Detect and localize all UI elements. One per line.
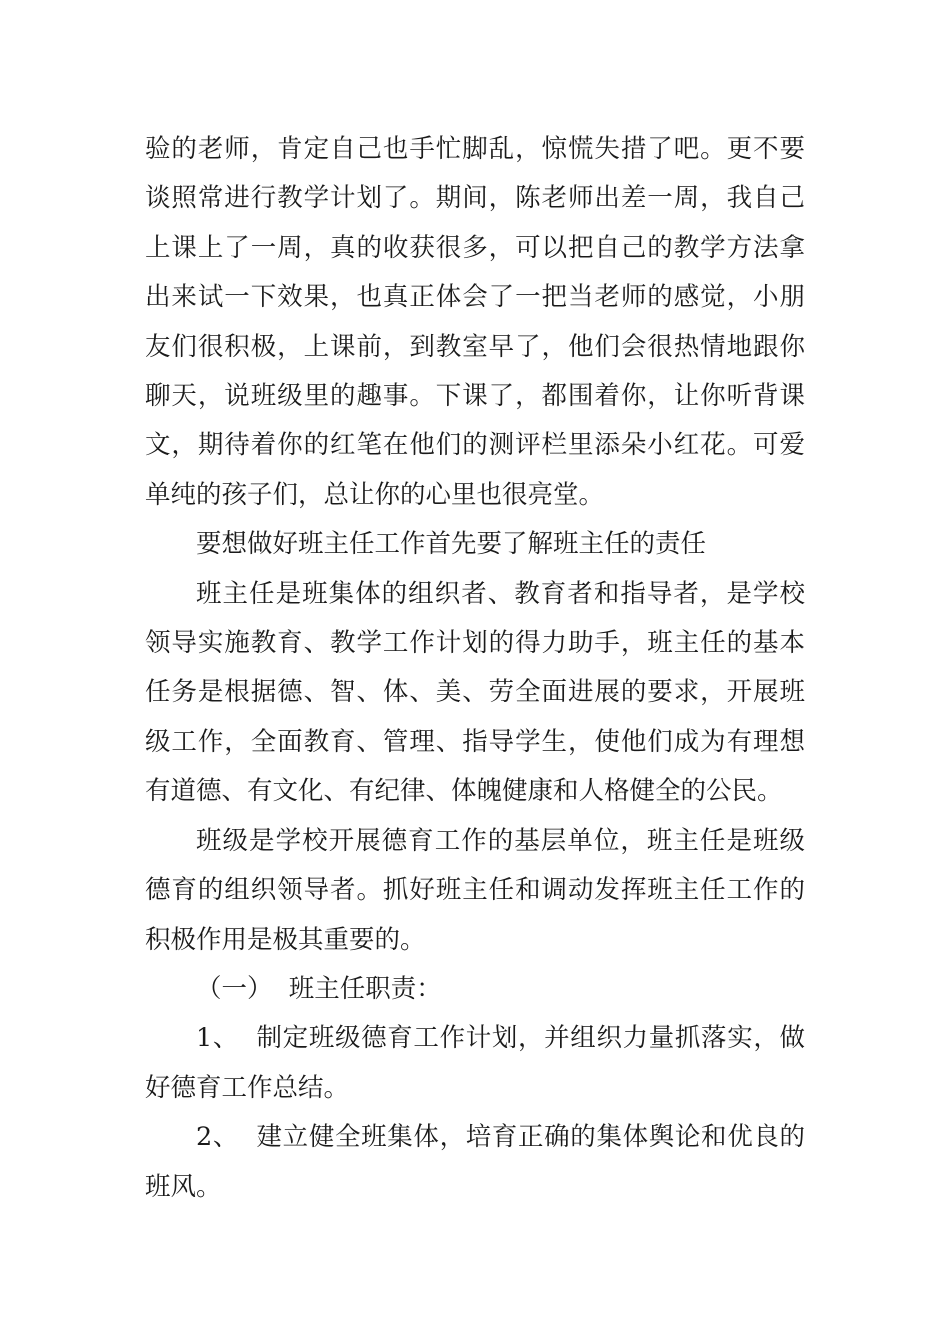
paragraph-continuation: 验的老师，肯定自己也手忙脚乱，惊慌失措了吧。更不要谈照常进行教学计划了。期间，陈老师出差一周，我自己上课上了一周，真的收获很多，可以把自己的教学方法拿出来试一下效果，也真正体会了一把当老师的感觉，小朋友们很积极，上课前，到教室早了，他们会很热情地跟你聊天，说班级里的趣事。下课了，都围着你，让你听背课文，期待着你的红笔在他们的测评栏里添朵小红花。可爱单纯的孩子们，总让你的心里也很亮堂。 [145, 134, 805, 510]
list-item-duty-1: 1、 制定班级德育工作计划，并组织力量抓落实，做好德育工作总结。 [145, 1023, 805, 1103]
paragraph-head-teacher-role: 班主任是班集体的组织者、教育者和指导者，是学校领导实施教育、教学工作计划的得力助手，班主任的基本任务是根据德、智、体、美、劳全面进展的要求，开展班级工作，全面教育、管理、指导学生，使他们成为有理想有道德、有文化、有纪律、体魄健康和人格健全的公民。 [145, 578, 805, 807]
document-body [145, 125, 805, 1212]
paragraph-class-unit: 班级是学校开展德育工作的基层单位，班主任是班级德育的组织领导者。抓好班主任和调动发挥班主任工作的积极作用是极其重要的。 [145, 825, 805, 955]
section-heading-duties: （一） 班主任职责： [196, 973, 442, 1004]
paragraph-section-intro: 要想做好班主任工作首先要了解班主任的责任 [196, 529, 707, 560]
list-item-duty-2: 2、 建立健全班集体，培育正确的集体舆论和优良的班风。 [145, 1122, 805, 1202]
